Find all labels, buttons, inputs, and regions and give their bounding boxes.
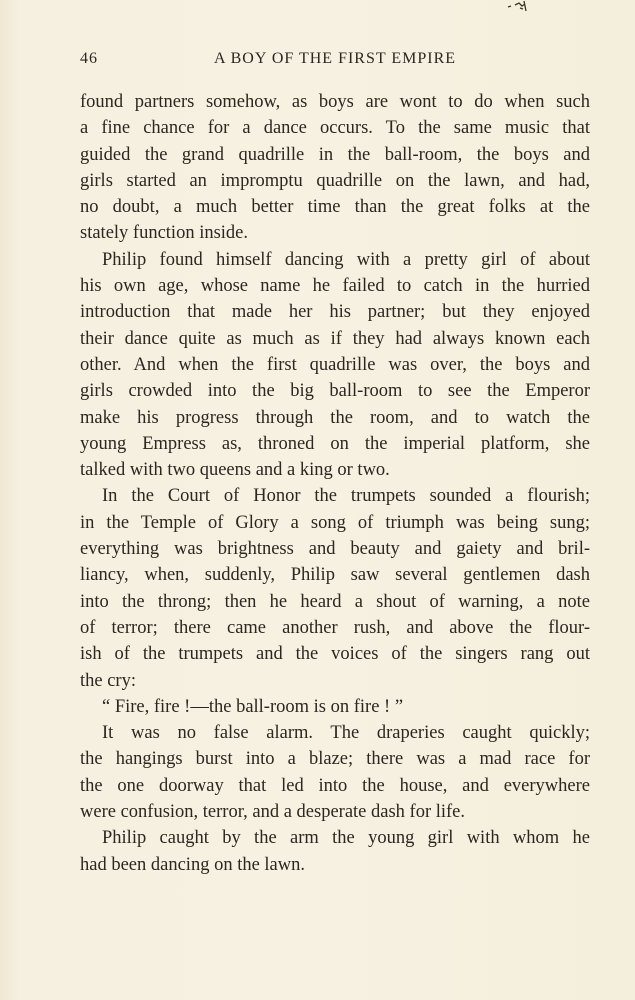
ink-mark-icon (506, 0, 532, 14)
text-line: guided the grand quadrille in the ball-room, the boys and (80, 144, 590, 165)
text-line: young Empress as, throned on the imperial platform, she (80, 433, 590, 454)
text-line: other. And when the first quadrille was over, the boys and (80, 354, 590, 375)
text-line: the hangings burst into a blaze; there was a mad race for (80, 749, 590, 770)
text-line: In the Court of Honor the trumpets sounded a flourish; (102, 486, 590, 507)
body-text (80, 89, 590, 878)
text-line: of terror; there came another rush, and above the flour- (80, 617, 590, 638)
text-line: It was no false alarm. The draperies caught quickly; (102, 723, 590, 744)
text-line: introduction that made her his partner; but they enjoyed (80, 302, 590, 323)
text-line: make his progress through the room, and to watch the (80, 407, 590, 428)
text-line: into the throng; then he heard a shout of warning, a note (80, 591, 590, 612)
text-line: everything was brightness and beauty and gaiety and bril- (80, 539, 590, 560)
running-header (80, 50, 590, 72)
text-line: found partners somehow, as boys are wont to do when such (80, 92, 590, 112)
text-line: were confusion, terror, and a desperate dash for life. (80, 802, 466, 823)
text-line: liancy, when, suddenly, Philip saw several gentlemen dash (80, 565, 590, 586)
text-line: talked with two queens and a king or two. (80, 460, 390, 481)
text-line: ish of the trumpets and the voices of the singers rang out (80, 644, 590, 665)
text-line: “ Fire, fire !—the ball-room is on fire ! ” (102, 696, 404, 717)
page-number: 46 (80, 50, 98, 67)
book-title: A BOY OF THE FIRST EMPIRE (213, 50, 457, 67)
text-line: their dance quite as much as if they had always known each (80, 328, 590, 349)
text-line: the cry: (80, 670, 136, 691)
text-line: a fine chance for a dance occurs. To the same music that (80, 118, 590, 139)
text-line: Philip caught by the arm the young girl with whom he (102, 828, 590, 849)
text-line: stately function inside. (80, 223, 249, 244)
text-line: in the Temple of Glory a song of triumph was being sung; (80, 512, 590, 533)
text-line: girls crowded into the big ball-room to see the Emperor (80, 381, 590, 402)
text-line: the one doorway that led into the house, and everywhere (80, 775, 590, 796)
text-line: no doubt, a much better time than the great folks at the (80, 197, 590, 218)
text-line: Philip found himself dancing with a pretty girl of about (102, 249, 590, 270)
text-line: girls started an impromptu quadrille on the lawn, and had, (80, 170, 590, 191)
text-line: his own age, whose name he failed to catch in the hurried (80, 276, 590, 297)
text-line: had been dancing on the lawn. (80, 854, 306, 875)
